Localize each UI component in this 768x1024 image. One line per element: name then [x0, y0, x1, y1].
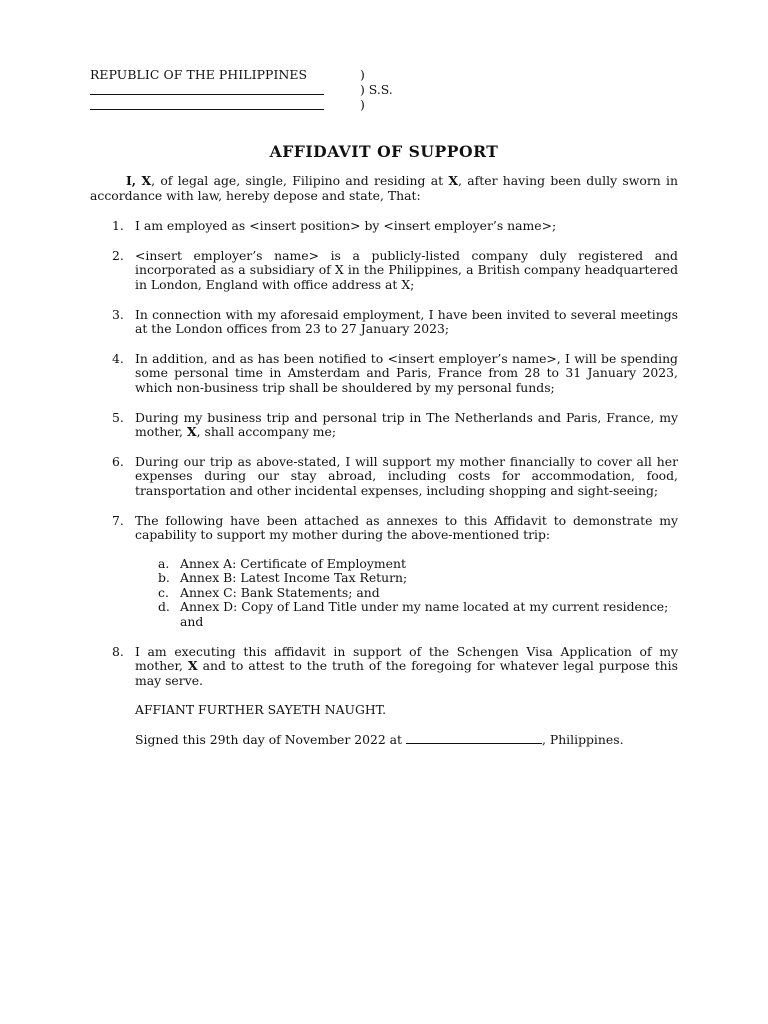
statement-item — [90, 249, 678, 293]
item-text: In connection with my aforesaid employment, I have been invited to several meetings at the London offices from 23 to 27 January 2023; — [135, 306, 678, 337]
annex-letter: b. — [158, 570, 170, 586]
document-title: AFFIDAVIT OF SUPPORT — [269, 142, 499, 161]
item-text-post: , shall accompany me; — [196, 424, 337, 440]
venue-brace-ss: ) S.S. — [360, 82, 393, 97]
item-text: During our trip as above-stated, I will support my mother financially to cover all her expenses during our stay abroad, including costs for accommodation, food, transportation and other incidental expenses, including shopping and sight-seeing; — [135, 453, 678, 498]
statement-item — [90, 219, 678, 234]
affiant-name: X — [141, 173, 152, 188]
venue-block — [90, 67, 510, 117]
venue-brace-bottom: ) — [360, 97, 365, 112]
intro-pronoun: I, — [126, 173, 137, 188]
annex-item — [135, 586, 678, 601]
mother-name: X — [188, 658, 198, 674]
item-text-pre: During my business trip and personal trip in The Netherlands and Paris, France, my mother, — [135, 409, 678, 440]
annex-letter: a. — [158, 555, 170, 571]
item-number: 4. — [112, 350, 124, 366]
item-text-pre: I am executing this affidavit in support of the Schengen Visa Application of my mother, — [135, 643, 678, 674]
statement-item — [90, 455, 678, 499]
annex-text: Annex D: Copy of Land Title under my name located at my current residence; and — [180, 599, 669, 630]
item-text: <insert employer’s name> is a publicly-listed company duly registered and incorporated as a subsidiary of X in the Philippines, a British company headquartered in London, England with office address at X; — [135, 247, 678, 292]
item-number: 8. — [112, 643, 124, 659]
document-body — [90, 174, 678, 748]
item-number: 2. — [112, 247, 124, 263]
annex-text: Annex B: Latest Income Tax Return; — [180, 570, 408, 586]
intro-part-2: , after having been dully sworn in accordance with law, hereby depose and state, That: — [90, 173, 678, 203]
item-number: 7. — [112, 512, 124, 528]
intro-paragraph — [90, 174, 678, 203]
item-text — [135, 411, 678, 440]
item-number: 1. — [112, 218, 124, 234]
statement-item — [90, 308, 678, 337]
venue-brace-top: ) — [360, 67, 365, 82]
item-text: I am employed as <insert position> by <insert employer’s name>; — [135, 218, 557, 234]
venue-blank-line-2 — [90, 109, 324, 110]
intro-part-1: , of legal age, single, Filipino and residing at — [151, 173, 449, 188]
venue-blank-line-1 — [90, 94, 324, 95]
closing-statement: AFFIANT FURTHER SAYETH NAUGHT. — [135, 702, 387, 718]
statement-item — [90, 645, 678, 689]
annex-letter: d. — [158, 599, 170, 615]
affiant-address: X — [448, 173, 459, 188]
item-text: The following have been attached as annexes to this Affidavit to demonstrate my capability to support my mother during the above-mentioned trip: — [135, 512, 678, 543]
signed-paragraph — [90, 732, 678, 748]
item-number: 6. — [112, 453, 124, 469]
annex-list — [135, 557, 678, 630]
signed-suffix: , Philippines. — [541, 732, 624, 748]
annex-text: Annex A: Certificate of Employment — [180, 555, 406, 571]
item-text — [135, 645, 678, 689]
place-blank-line — [406, 732, 542, 744]
annex-item — [135, 557, 678, 572]
signed-prefix: Signed this 29th day of November 2022 at — [135, 732, 406, 748]
annex-letter: c. — [158, 584, 169, 600]
item-text-post: and to attest to the truth of the foregoing for whatever legal purpose this may serve. — [135, 658, 678, 688]
annex-text: Annex C: Bank Statements; and — [180, 584, 380, 600]
item-number: 3. — [112, 306, 124, 322]
mother-name: X — [186, 424, 197, 440]
statement-item — [90, 514, 678, 630]
numbered-statements — [90, 219, 678, 688]
statement-item — [90, 352, 678, 396]
item-text: In addition, and as has been notified to <insert employer’s name>, I will be spending some personal time in Amsterdam and Paris, France from 28 to 31 January 2023, which non-business trip shall be shouldered by my personal funds; — [135, 350, 678, 395]
item-number: 5. — [112, 409, 124, 425]
venue-country: REPUBLIC OF THE PHILIPPINES — [90, 67, 308, 82]
statement-item — [90, 411, 678, 440]
annex-item — [135, 571, 678, 586]
annex-item — [135, 600, 678, 629]
